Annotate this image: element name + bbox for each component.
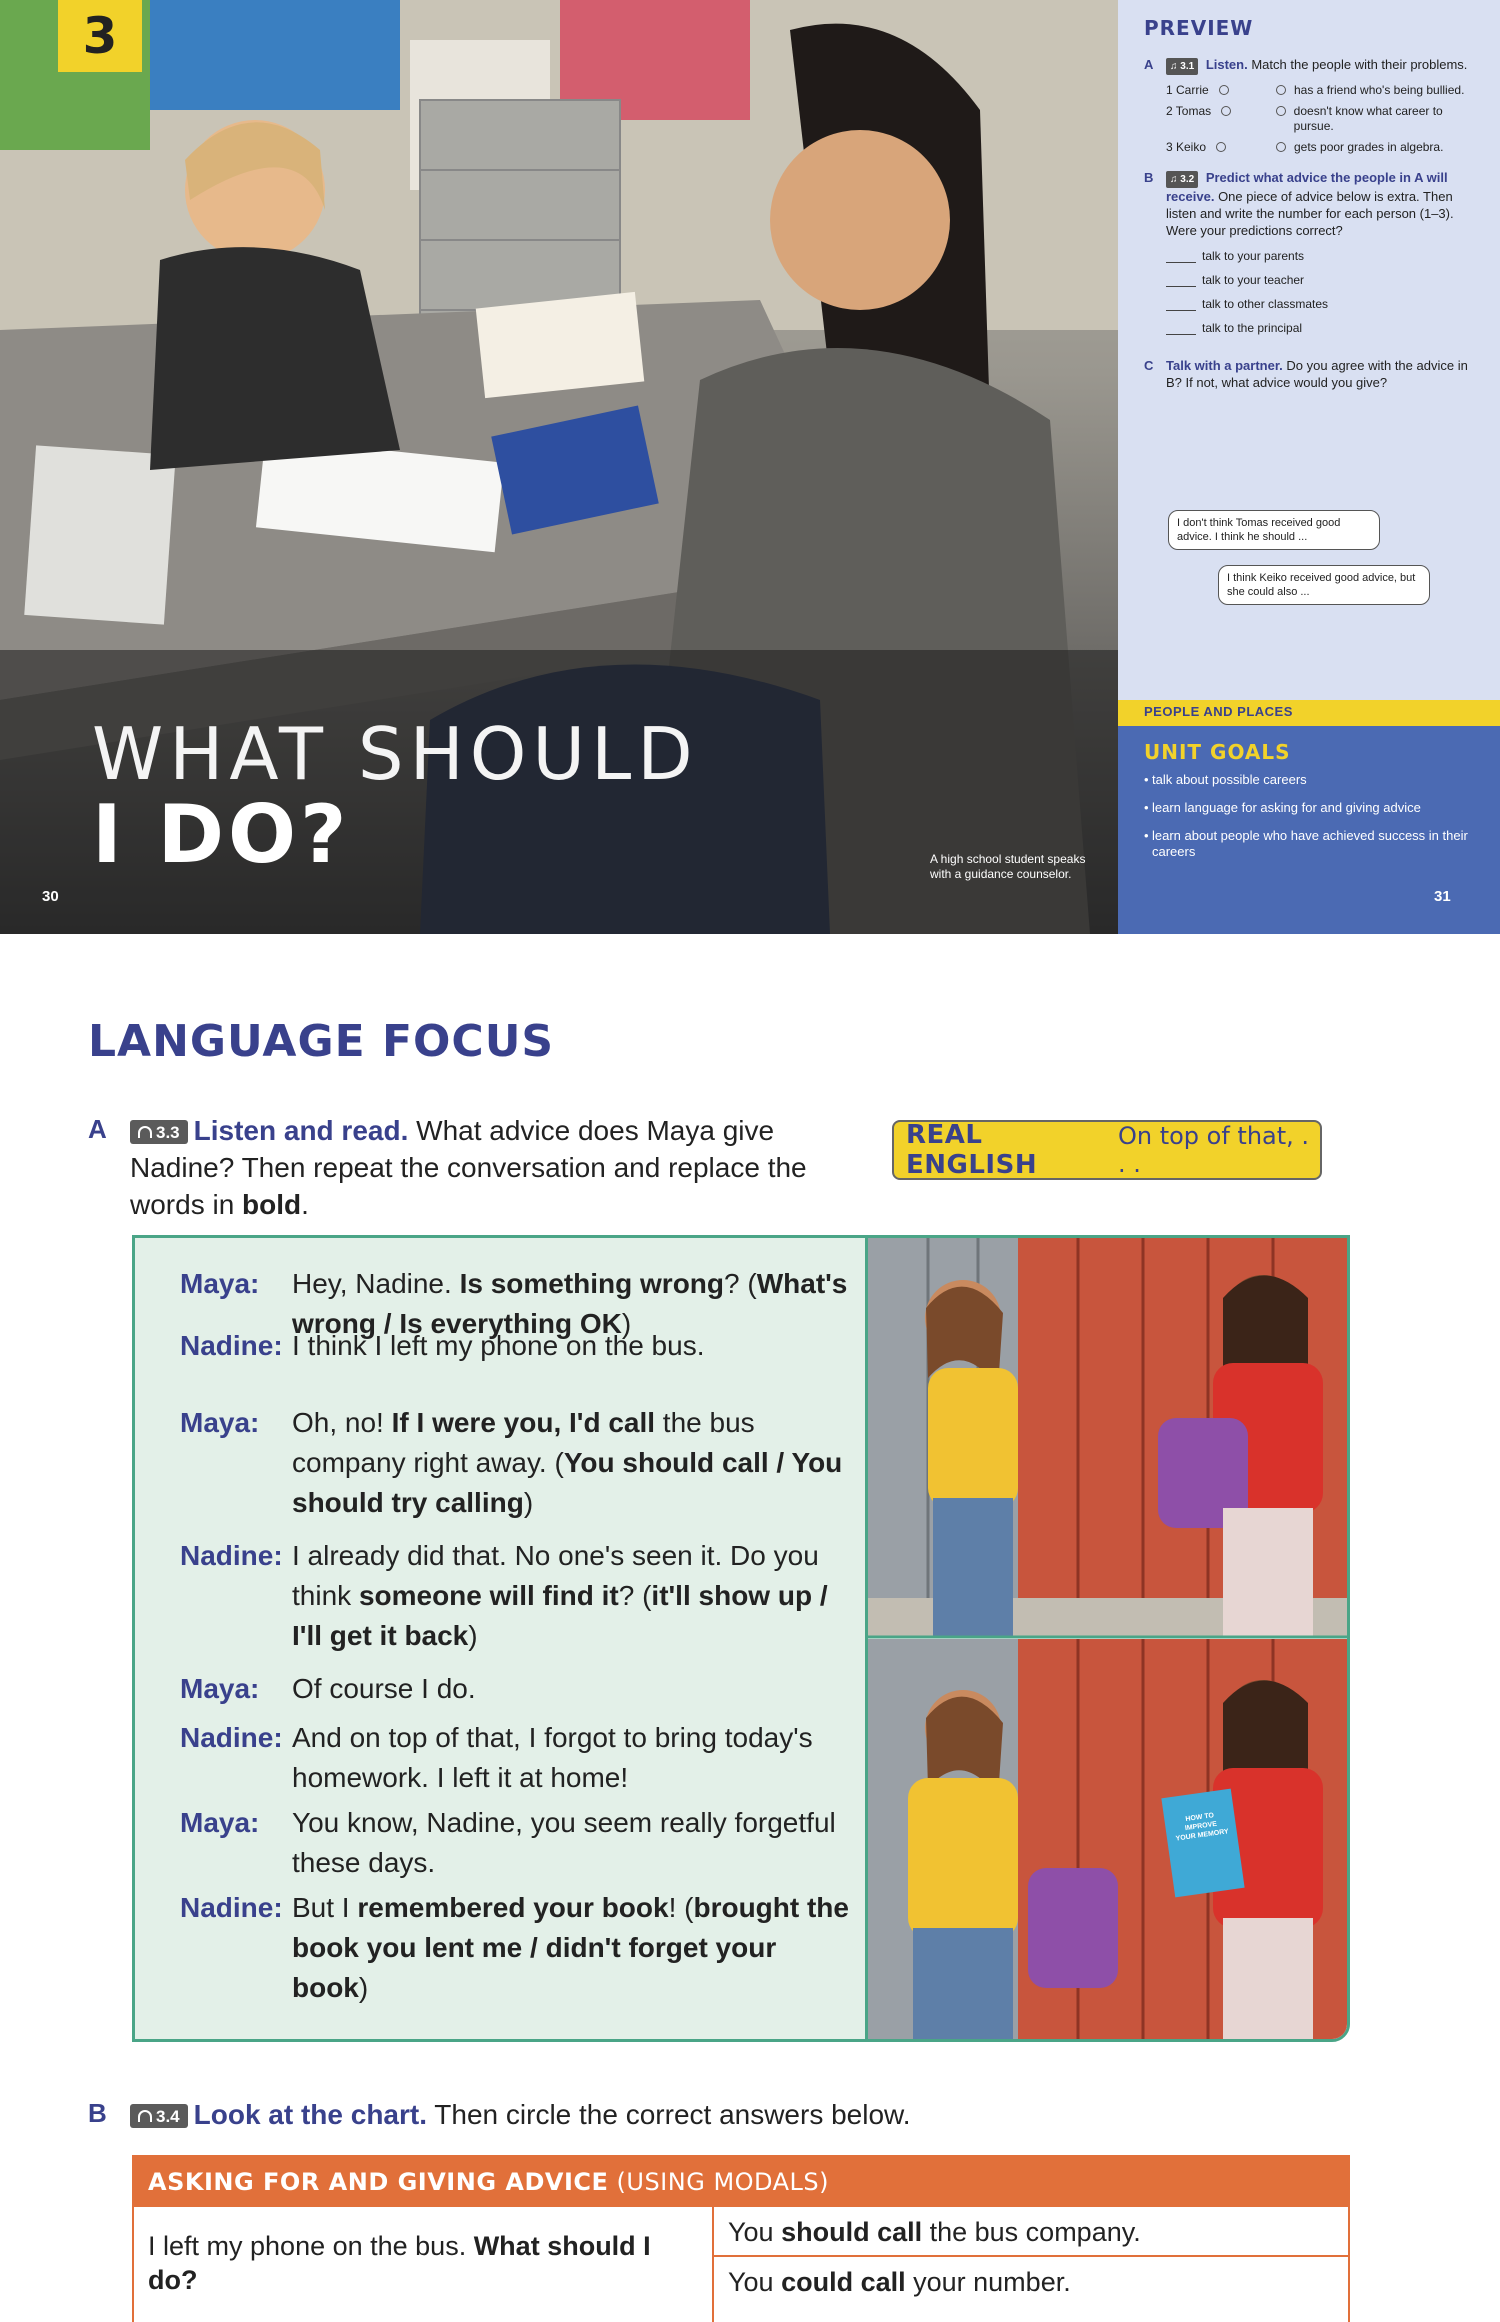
answer-blank[interactable]	[1166, 334, 1196, 335]
speech-text	[292, 1888, 860, 2008]
speaker-name: Maya:	[180, 1807, 260, 1838]
dialog-line	[180, 1403, 860, 1523]
comic-illustration	[865, 1238, 1350, 2039]
speech-text	[292, 1536, 860, 1656]
section-b-instructions	[130, 2096, 1330, 2133]
conversation-box	[132, 1235, 1350, 2042]
match-circle[interactable]	[1216, 142, 1226, 152]
preview-letter-a: A	[1144, 57, 1154, 72]
speech-part: ? (	[618, 1580, 652, 1611]
section-a-bold-word: bold	[242, 1189, 302, 1220]
track-number: 3.1	[1180, 61, 1195, 72]
advice-option-label: talk to the principal	[1202, 321, 1303, 335]
audio-track-badge[interactable]	[1166, 171, 1198, 188]
headphones-icon: ♫	[1170, 174, 1178, 185]
preview-panel	[1118, 0, 1500, 700]
speech-text	[292, 1403, 860, 1523]
unit-goals-title: UNIT GOALS	[1144, 740, 1291, 764]
preview-c-text: Do you agree with the advice in B? If not, what advice would you give?	[1166, 358, 1468, 390]
speaker-name: Nadine:	[180, 1540, 283, 1571]
dialog-line	[180, 1803, 860, 1883]
chart-title: ASKING FOR AND GIVING ADVICE	[148, 2168, 609, 2196]
comic-book-title: HOW TO IMPROVE YOUR MEMORY	[1175, 1812, 1230, 1843]
speech-text	[292, 1669, 860, 1709]
unit-title-line1: WHAT SHOULD	[92, 712, 699, 796]
unit-opener-spread	[0, 0, 1500, 934]
unit-number-badge: 3	[58, 0, 142, 72]
real-english-phrase: On top of that, . . .	[1117, 1122, 1310, 1178]
unit-goals-list	[1144, 772, 1474, 872]
goal-item: • learn about people who have achieved success in their careers	[1144, 828, 1474, 860]
preview-letter-c: C	[1144, 358, 1154, 373]
advice-option	[1166, 321, 1478, 335]
matching-exercise	[1166, 83, 1478, 155]
match-person	[1166, 140, 1276, 155]
preview-item-b	[1144, 169, 1478, 239]
speech-part: You know, Nadine, you seem really forgetful these days.	[292, 1807, 836, 1878]
page-number-right: 31	[1434, 888, 1451, 905]
counselor-photo	[0, 0, 1118, 934]
preview-a-text: Match the people with their problems.	[1251, 57, 1468, 72]
preview-item-a	[1144, 56, 1478, 75]
audio-track-badge[interactable]	[130, 2104, 188, 2128]
answer-modal: could call	[781, 2267, 906, 2297]
match-circle[interactable]	[1276, 106, 1286, 116]
advice-option-label: talk to your parents	[1202, 249, 1305, 263]
track-number: 3.3	[156, 1122, 180, 1142]
answer-blank[interactable]	[1166, 310, 1196, 311]
answer-part: You	[728, 2267, 782, 2297]
match-problem	[1276, 140, 1478, 155]
match-circle[interactable]	[1276, 85, 1286, 95]
section-a-text: What advice does Maya give Nadine? Then repeat the conversation and replace the words in	[130, 1115, 807, 1220]
track-number: 3.2	[1180, 174, 1195, 185]
match-problem	[1276, 83, 1478, 98]
speaker-name: Maya:	[180, 1407, 260, 1438]
locker-scene-illustration	[868, 1238, 1350, 2039]
target-phrase: it'll show up / I'll get it back	[292, 1580, 828, 1651]
speech-part: )	[621, 1308, 632, 1339]
target-phrase: brought the book you lent me / didn't forget your book	[292, 1892, 849, 2003]
preview-b-instruction: Predict what advice the people in A will receive.	[1166, 170, 1448, 204]
section-a-instructions	[130, 1112, 860, 1223]
problem-label: gets poor grades in algebra.	[1294, 140, 1444, 154]
answer-part: the bus company.	[922, 2217, 1141, 2247]
preview-heading: PREVIEW	[1144, 16, 1254, 40]
section-a-period: .	[301, 1189, 309, 1220]
answer-part: your number.	[905, 2267, 1071, 2297]
goal-item: • talk about possible careers	[1144, 772, 1474, 788]
speech-part: I think I left my phone on the bus.	[292, 1330, 705, 1361]
speech-part: Hey, Nadine.	[292, 1268, 460, 1299]
speaker-name: Nadine:	[180, 1330, 283, 1361]
target-phrase: remembered your book	[357, 1892, 669, 1923]
match-person	[1166, 83, 1276, 98]
advice-chart-header	[134, 2157, 1348, 2207]
speech-part: I already did that. No one's seen it. Do you think	[292, 1540, 819, 1611]
headphones-icon	[138, 1126, 152, 1138]
target-phrase: What's wrong / Is everything OK	[292, 1268, 848, 1339]
speaker-name: Nadine:	[180, 1892, 283, 1923]
speech-part: )	[523, 1487, 534, 1518]
person-label: 2 Tomas	[1166, 104, 1212, 118]
advice-option-label: talk to your teacher	[1202, 273, 1305, 287]
answer-blank[interactable]	[1166, 286, 1196, 287]
advice-option-label: talk to other classmates	[1202, 297, 1329, 311]
dialog-line	[180, 1669, 860, 1709]
real-english-label: REAL ENGLISH	[906, 1120, 1038, 1180]
speech-part: )	[468, 1620, 478, 1651]
section-label: PEOPLE AND PLACES	[1144, 704, 1293, 719]
audio-track-badge[interactable]	[130, 1120, 188, 1144]
preview-item-c	[1144, 357, 1478, 391]
speaker-name: Nadine:	[180, 1722, 283, 1753]
advice-option	[1166, 297, 1478, 311]
section-letter-b: B	[88, 2098, 107, 2128]
speech-bubble-2: I think Keiko received good advice, but she could also ...	[1218, 565, 1430, 605]
match-circle[interactable]	[1221, 106, 1231, 116]
speech-part: )	[358, 1972, 369, 2003]
speech-text	[292, 1803, 860, 1883]
audio-track-badge[interactable]	[1166, 58, 1198, 75]
problem-label: doesn't know what career to pursue.	[1293, 104, 1443, 133]
target-phrase: Is something wrong	[459, 1268, 725, 1299]
person-label: 3 Keiko	[1166, 140, 1207, 154]
speaker-name: Maya:	[180, 1268, 260, 1299]
speech-part: Oh, no!	[292, 1407, 392, 1438]
advice-option	[1166, 273, 1478, 287]
speech-part: Of course I do.	[292, 1673, 476, 1704]
speech-part: And on top of that, I forgot to bring today's homework. I left it at home!	[292, 1722, 813, 1793]
dialog-line	[180, 1888, 860, 2008]
unit-goals-panel	[1118, 700, 1500, 934]
section-b-instruction: Look at the chart.	[193, 2099, 428, 2130]
chart-question-cell	[134, 2207, 714, 2322]
match-problem	[1276, 104, 1478, 134]
chart-row	[134, 2207, 1348, 2322]
speech-text	[292, 1326, 860, 1366]
person-label: 1 Carrie	[1166, 83, 1209, 97]
headphones-icon: ♫	[1170, 61, 1178, 72]
preview-b-text: One piece of advice below is extra. Then listen and write the number for each person (1–3). Were your predictions correct?	[1166, 189, 1454, 238]
dialog-line	[180, 1326, 860, 1366]
chart-subtitle: (USING MODALS)	[608, 2168, 829, 2196]
speech-part: ! (	[668, 1892, 694, 1923]
chart-answer-cell	[714, 2207, 1348, 2257]
target-phrase: If I were you, I'd call	[391, 1407, 656, 1438]
unit-title-line2: I DO?	[92, 788, 351, 881]
section-b-text: Then circle the correct answers below.	[434, 2099, 911, 2130]
speaker-name: Maya:	[180, 1673, 260, 1704]
preview-a-instruction: Listen.	[1205, 57, 1248, 72]
headphones-icon	[138, 2110, 152, 2122]
dialog-line	[180, 1536, 860, 1656]
target-phrase: someone will find it	[358, 1580, 619, 1611]
chart-question-bold: What should I do?	[148, 2231, 651, 2295]
section-a-instruction: Listen and read.	[193, 1115, 409, 1146]
page-number-left: 30	[42, 888, 59, 905]
answer-blank[interactable]	[1166, 262, 1196, 263]
target-phrase: You should call / You should try calling	[292, 1447, 843, 1518]
section-letter-a: A	[88, 1114, 107, 1144]
dialog-line	[180, 1718, 860, 1798]
speech-part: ? (	[724, 1268, 757, 1299]
match-person	[1166, 104, 1276, 134]
problem-label: has a friend who's being bullied.	[1294, 83, 1465, 97]
answer-part: You	[728, 2217, 782, 2247]
speech-part: But I	[292, 1892, 358, 1923]
answer-modal: should call	[781, 2217, 923, 2247]
speech-bubble-1: I don't think Tomas received good advice. I think he should ...	[1168, 510, 1380, 550]
preview-c-instruction: Talk with a partner.	[1166, 358, 1283, 373]
real-english-box	[892, 1120, 1322, 1180]
photo-caption: A high school student speaks with a guidance counselor.	[930, 852, 1086, 881]
conversation-text	[135, 1238, 865, 2039]
chart-question-text: I left my phone on the bus.	[148, 2231, 474, 2261]
speech-text	[292, 1718, 860, 1798]
advice-chart	[132, 2155, 1350, 2322]
advice-option	[1166, 249, 1478, 263]
match-circle[interactable]	[1219, 85, 1229, 95]
preview-letter-b: B	[1144, 170, 1154, 185]
language-focus-heading: LANGUAGE FOCUS	[88, 1016, 555, 1067]
goal-item: • learn language for asking for and giving advice	[1144, 800, 1474, 816]
match-circle[interactable]	[1276, 142, 1286, 152]
speech-part: the bus company right away. (	[292, 1407, 755, 1478]
chart-answer-cell	[714, 2257, 1348, 2307]
track-number: 3.4	[156, 2106, 180, 2126]
